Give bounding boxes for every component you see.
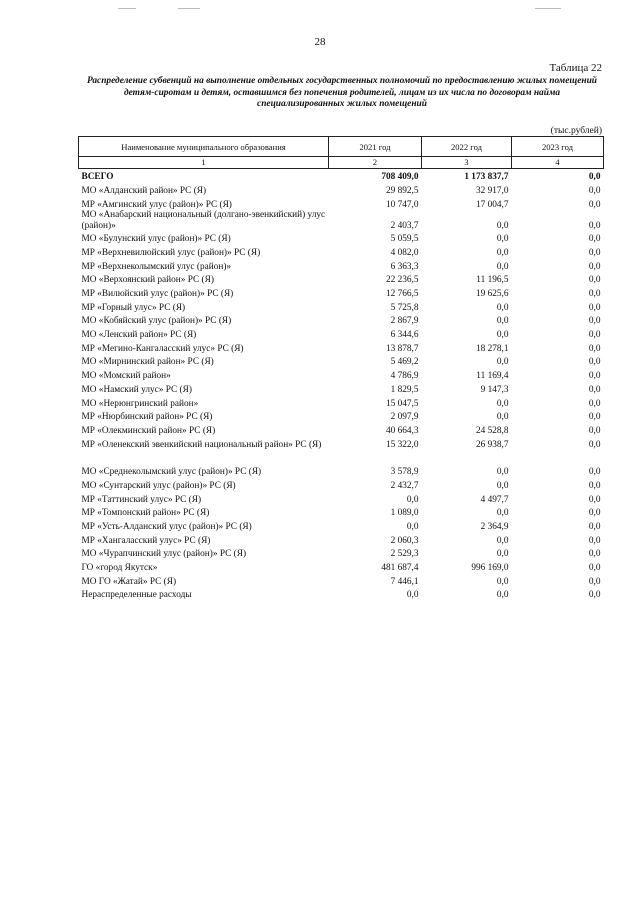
municipality-name: МР «Мегино-Кангаласский улус» РС (Я) — [81, 343, 244, 354]
municipality-name: МР «Усть-Алданский улус (район)» РС (Я) — [81, 522, 252, 532]
value-2023: 0,0 — [588, 494, 601, 505]
municipality-name: МР «Оленекский эвенкийский национальный район» РС (Я) — [81, 439, 322, 450]
value-2022: 0,0 — [496, 220, 509, 231]
scan-marks — [0, 4, 640, 14]
value-2023: 0,0 — [588, 563, 601, 574]
value-2022: 0,0 — [496, 247, 509, 258]
value-2022: 0,0 — [496, 576, 509, 587]
municipality-name: МР «Верхневилюйский улус (район)» РС (Я) — [81, 247, 261, 258]
table-row — [79, 382, 604, 396]
value-2021: 5 469,2 — [390, 357, 419, 368]
municipality-name: МР «Верхнеколымский улус (район)» — [81, 261, 232, 272]
value-2022: 0,0 — [496, 467, 509, 478]
value-2022: 32 917,0 — [475, 185, 509, 196]
value-2021: 5 059,5 — [390, 234, 419, 245]
value-2023: 0,0 — [588, 234, 601, 245]
value-2023: 0,0 — [588, 425, 601, 436]
value-2022: 0,0 — [496, 234, 509, 245]
table-row — [79, 560, 604, 574]
table-row — [79, 368, 604, 382]
municipality-name: МО «Сунтарский улус (район)» РС (Я) — [81, 480, 236, 491]
value-2021: 15 322,0 — [385, 439, 419, 450]
table-row — [79, 231, 604, 245]
value-2022: 0,0 — [496, 508, 509, 519]
table-row — [79, 313, 604, 327]
value-2022: 0,0 — [496, 412, 509, 423]
value-2023: 0,0 — [588, 357, 601, 368]
value-2023: 0,0 — [588, 384, 601, 395]
value-2021: 1 829,5 — [390, 384, 419, 395]
table-row — [79, 519, 604, 533]
value-2022: 9 147,3 — [480, 384, 509, 395]
value-2021: 2 529,3 — [390, 549, 419, 560]
value-2022: 0,0 — [496, 590, 509, 601]
table-row — [79, 327, 604, 341]
municipality-name: МО «Момский район» — [81, 371, 171, 382]
value-2023: 0,0 — [588, 439, 601, 450]
table-row — [79, 436, 604, 450]
value-2021: 6 363,3 — [390, 261, 419, 272]
value-2021: 3 578,9 — [390, 467, 419, 478]
municipality-name: МО «Среднеколымский улус (район)» РС (Я) — [81, 467, 262, 478]
value-2023: 0,0 — [588, 316, 601, 327]
value-2022: 26 938,7 — [475, 439, 509, 450]
index-1: 1 — [79, 157, 329, 169]
row-spacer-cell — [79, 450, 604, 464]
value-2023: 0,0 — [588, 508, 601, 519]
value-2022: 24 528,8 — [475, 425, 509, 436]
total-name: ВСЕГО — [81, 172, 114, 183]
value-2022: 0,0 — [496, 535, 509, 546]
table-row — [79, 423, 604, 437]
index-2: 2 — [329, 157, 422, 169]
value-2022: 17 004,7 — [475, 199, 509, 210]
value-2022: 4 497,7 — [480, 494, 509, 505]
value-2023: 0,0 — [588, 199, 601, 210]
row-spacer — [79, 450, 604, 464]
value-2022: 0,0 — [496, 549, 509, 560]
municipality-name: МР «Амгинский улус (район)» РС (Я) — [81, 199, 232, 210]
value-2023: 0,0 — [588, 302, 601, 313]
municipality-name: МР «Горный улус» РС (Я) — [81, 302, 186, 313]
table-row — [79, 491, 604, 505]
value-2022: 0,0 — [496, 330, 509, 341]
value-2021: 5 725,8 — [390, 302, 419, 313]
table-row — [79, 210, 604, 231]
value-2021: 13 878,7 — [385, 343, 419, 354]
value-2022: 996 169,0 — [471, 563, 509, 574]
value-2021: 2 060,3 — [390, 535, 419, 546]
table-row — [79, 183, 604, 197]
value-2023: 0,0 — [588, 522, 601, 532]
table-row — [79, 478, 604, 492]
municipality-name: МО ГО «Жатай» РС (Я) — [81, 576, 177, 587]
value-2021: 40 664,3 — [385, 425, 419, 436]
value-2022: 2 364,9 — [480, 522, 509, 532]
municipality-name: МО «Алданский район» РС (Я) — [81, 185, 207, 196]
value-2023: 0,0 — [588, 289, 601, 299]
table-row — [79, 533, 604, 547]
value-2021: 29 892,5 — [385, 185, 419, 196]
value-2021: 0,0 — [406, 590, 419, 601]
header-municipality: Наименование муниципального образования — [79, 137, 329, 157]
page-number: 28 — [314, 36, 326, 48]
total-2021: 708 409,0 — [381, 172, 419, 183]
table-row — [79, 245, 604, 259]
value-2021: 2 097,9 — [390, 412, 419, 423]
table-row — [79, 574, 604, 588]
table-row — [79, 395, 604, 409]
municipality-name: МО «Кобяйский улус (район)» РС (Я) — [81, 316, 232, 327]
header-2022: 2022 год — [422, 137, 512, 157]
municipality-name: МО «Ленский район» РС (Я) — [81, 330, 197, 341]
value-2021: 2 867,9 — [390, 316, 419, 327]
value-2023: 0,0 — [588, 467, 601, 478]
value-2021: 1 089,0 — [390, 508, 419, 519]
total-2023: 0,0 — [588, 172, 601, 183]
municipality-name: МО «Анабарский национальный (долгано-эвенкийский) улус (район)» — [81, 210, 326, 231]
municipality-name: МР «Хангаласский улус» РС (Я) — [81, 535, 211, 546]
value-2023: 0,0 — [588, 185, 601, 196]
municipality-name: МО «Мирнинский район» РС (Я) — [81, 357, 214, 368]
value-2021: 4 082,0 — [390, 247, 419, 258]
header-2023: 2023 год — [512, 137, 604, 157]
value-2022: 0,0 — [496, 398, 509, 409]
value-2021: 2 403,7 — [390, 220, 419, 231]
value-2022: 0,0 — [496, 357, 509, 368]
value-2022: 11 169,4 — [476, 371, 509, 382]
municipality-name: МО «Нерюнгринский район» — [81, 398, 199, 409]
municipality-name: МР «Таттинский улус» РС (Я) — [81, 494, 202, 505]
value-2021: 4 786,9 — [390, 371, 419, 382]
table-row — [79, 286, 604, 300]
value-2021: 0,0 — [406, 494, 419, 505]
value-2023: 0,0 — [588, 480, 601, 491]
value-2022: 19 625,6 — [475, 289, 509, 299]
value-2022: 0,0 — [496, 302, 509, 313]
table-row — [79, 505, 604, 519]
table-row — [79, 464, 604, 478]
municipality-name: МР «Нюрбинский район» РС (Я) — [81, 412, 213, 423]
value-2021: 22 236,5 — [385, 275, 419, 286]
municipality-name: ГО «город Якутск» — [81, 563, 158, 574]
value-2023: 0,0 — [588, 535, 601, 546]
table-row — [79, 587, 604, 601]
municipality-name: МО «Намский улус» РС (Я) — [81, 384, 192, 395]
value-2021: 7 446,1 — [390, 576, 419, 587]
table-row — [79, 196, 604, 210]
table-row — [79, 341, 604, 355]
value-2021: 481 687,4 — [381, 563, 419, 574]
value-2021: 0,0 — [406, 522, 419, 532]
value-2023: 0,0 — [588, 247, 601, 258]
subvention-table — [78, 136, 604, 601]
value-2023: 0,0 — [588, 261, 601, 272]
value-2023: 0,0 — [588, 275, 601, 286]
municipality-name: МО «Булунский улус (район)» РС (Я) — [81, 234, 231, 245]
municipality-name: Нераспределенные расходы — [81, 590, 192, 601]
municipality-name: МР «Томпонский район» РС (Я) — [81, 508, 210, 519]
table-row — [79, 354, 604, 368]
value-2023: 0,0 — [588, 343, 601, 354]
value-2021: 2 432,7 — [390, 480, 419, 491]
index-3: 3 — [422, 157, 512, 169]
total-row — [79, 169, 604, 183]
value-2023: 0,0 — [588, 576, 601, 587]
municipality-name: МР «Олекминский район» РС (Я) — [81, 425, 216, 436]
table-header-row — [79, 137, 604, 157]
municipality-name: МР «Вилюйский улус (район)» РС (Я) — [81, 289, 234, 299]
municipality-name: МО «Чурапчинский улус (район)» РС (Я) — [81, 549, 247, 560]
value-2023: 0,0 — [588, 330, 601, 341]
value-2021: 6 344,6 — [390, 330, 419, 341]
value-2022: 0,0 — [496, 480, 509, 491]
total-2022: 1 173 837,7 — [464, 172, 509, 183]
value-2023: 0,0 — [588, 371, 601, 382]
value-2021: 12 766,5 — [385, 289, 419, 299]
value-2022: 11 196,5 — [476, 275, 509, 286]
value-2021: 10 747,0 — [385, 199, 419, 210]
value-2023: 0,0 — [588, 398, 601, 409]
municipality-name: МО «Верхоянский район» РС (Я) — [81, 275, 214, 286]
value-2023: 0,0 — [588, 220, 601, 231]
document-title: Распределение субвенций на выполнение отдельных государственных полномочий по предоставлению жилых помещений детям-сиротам и детям, оставшимся без попечения родителей, лицам из их числа по договорам найма специализированных жилых помещений — [87, 76, 597, 109]
table-row — [79, 300, 604, 314]
value-2022: 0,0 — [496, 261, 509, 272]
table-row — [79, 272, 604, 286]
header-2021: 2021 год — [329, 137, 422, 157]
table-row — [79, 258, 604, 272]
units-label: (тыс.рублей) — [550, 126, 602, 136]
value-2023: 0,0 — [588, 412, 601, 423]
table-row — [79, 409, 604, 423]
index-4: 4 — [512, 157, 604, 169]
table-label: Таблица 22 — [549, 62, 602, 74]
value-2022: 0,0 — [496, 316, 509, 327]
table-index-row — [79, 157, 604, 169]
value-2023: 0,0 — [588, 590, 601, 601]
table-row — [79, 546, 604, 560]
value-2023: 0,0 — [588, 549, 601, 560]
value-2022: 18 278,1 — [475, 343, 509, 354]
value-2021: 15 047,5 — [385, 398, 419, 409]
